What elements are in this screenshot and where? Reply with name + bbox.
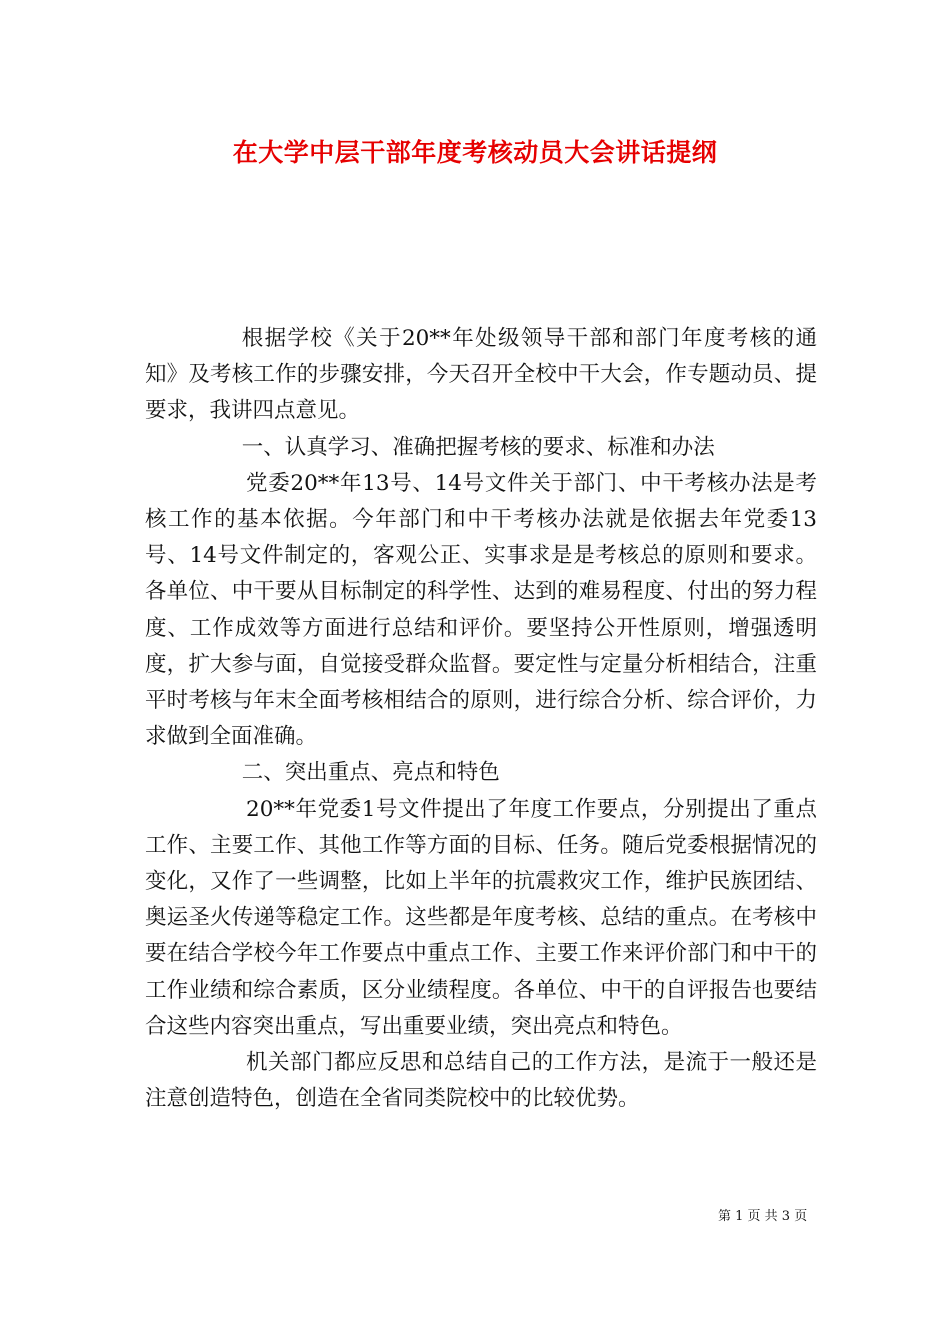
section-2-paragraph: 20**年党委1号文件提出了年度工作要点，分别提出了重点工作、主要工作、其他工作等方面的目标、任务。随后党委根据情况的变化，又作了一些调整，比如上半年的抗震救灾工作，维护民族团结、奥运圣火传递等稳定工作。这些都是年度考核、总结的重点。在考核中要在结合学校今年工作要点中重点工作、主要工作来评价部门和中干的工作业绩和综合素质，区分业绩程度。各单位、中干的自评报告也要结合这些内容突出重点，写出重要业绩，突出亮点和特色。 — [145, 796, 817, 1039]
section-1-paragraph: 党委20**年13号、14号文件关于部门、中干考核办法是考核工作的基本依据。今年部门和中干考核办法就是依据去年党委13号、14号文件制定的，客观公正、实事求是是考核总的原则和要求。各单位、中干要从目标制定的科学性、达到的难易程度、付出的努力程度、工作成效等方面进行总结和评价。要坚持公开性原则，增强透明度，扩大参与面，自觉接受群众监督。要定性与定量分析相结合，注重平时考核与年末全面考核相结合的原则，进行综合分析、综合评价，力求做到全面准确。 — [145, 470, 817, 750]
page-number-footer: 第 1 页 共 3 页 — [718, 1209, 808, 1224]
section-heading-2: 二、突出重点、亮点和特色 — [241, 760, 500, 786]
section-2-paragraph-2: 机关部门都应反思和总结自己的工作方法，是流于一般还是注意创造特色，创造在全省同类院校中的比较优势。 — [145, 1050, 817, 1112]
document-body — [145, 321, 817, 1117]
section-heading-1: 一、认真学习、准确把握考核的要求、标准和办法 — [241, 434, 715, 460]
intro-paragraph: 根据学校《关于20**年处级领导干部和部门年度考核的通知》及考核工作的步骤安排，今天召开全校中干大会，作专题动员、提要求，我讲四点意见。 — [145, 326, 817, 424]
document-title: 在大学中层干部年度考核动员大会讲话提纲 — [232, 138, 718, 167]
